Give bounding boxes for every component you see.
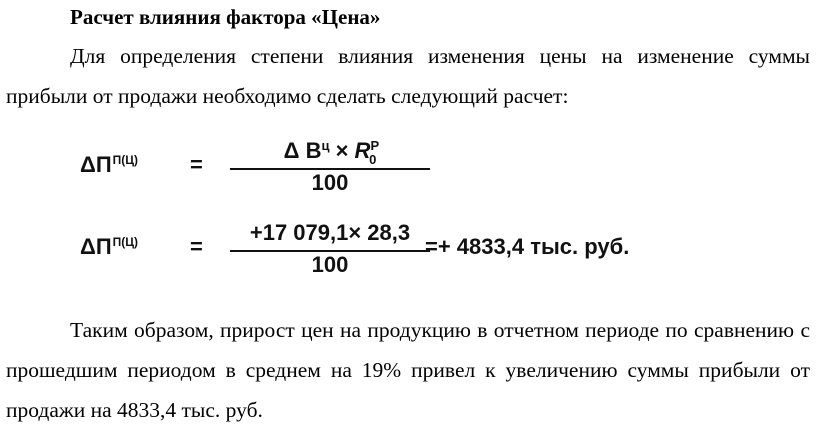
lhs-superscript: П(Ц): [112, 235, 139, 249]
equals-sign: =: [190, 152, 203, 177]
section-heading: Расчет влияния фактора «Цена»: [70, 5, 381, 29]
formula-lhs: [80, 234, 138, 260]
profitability-subscript: 0: [369, 152, 377, 167]
numerator: +17 079,1× 28,3: [249, 220, 411, 245]
delta-profit-symbol: ΔП: [80, 152, 112, 177]
formula-result: =+ 4833,4 тыс. руб.: [425, 234, 630, 259]
times-sign: ×: [329, 138, 355, 163]
conclusion-paragraph: Таким образом, прирост цен на продукцию в отчетном периоде по сравнению с прошедшим периодом в среднем на 19% привел к увеличению суммы прибыли от продажи на 4833,4 тыс. руб.: [6, 318, 810, 422]
revenue-superscript: ц: [321, 138, 330, 153]
intro-paragraph: Для определения степени влияния изменения цены на изменение суммы прибыли от продажи необходимо сделать следующий расчет:: [6, 44, 810, 108]
profitability-symbol: R: [354, 138, 371, 163]
delta-profit-symbol: ΔП: [80, 234, 112, 259]
lhs-superscript: П(Ц): [112, 153, 139, 167]
denominator: 100: [311, 170, 349, 195]
numerator: [230, 138, 430, 167]
formula-lhs: [80, 152, 138, 178]
denominator: 100: [311, 252, 349, 277]
profitability-superscript: P: [370, 138, 380, 153]
delta-revenue: Δ B: [283, 138, 322, 163]
equals-sign: =: [190, 234, 203, 259]
